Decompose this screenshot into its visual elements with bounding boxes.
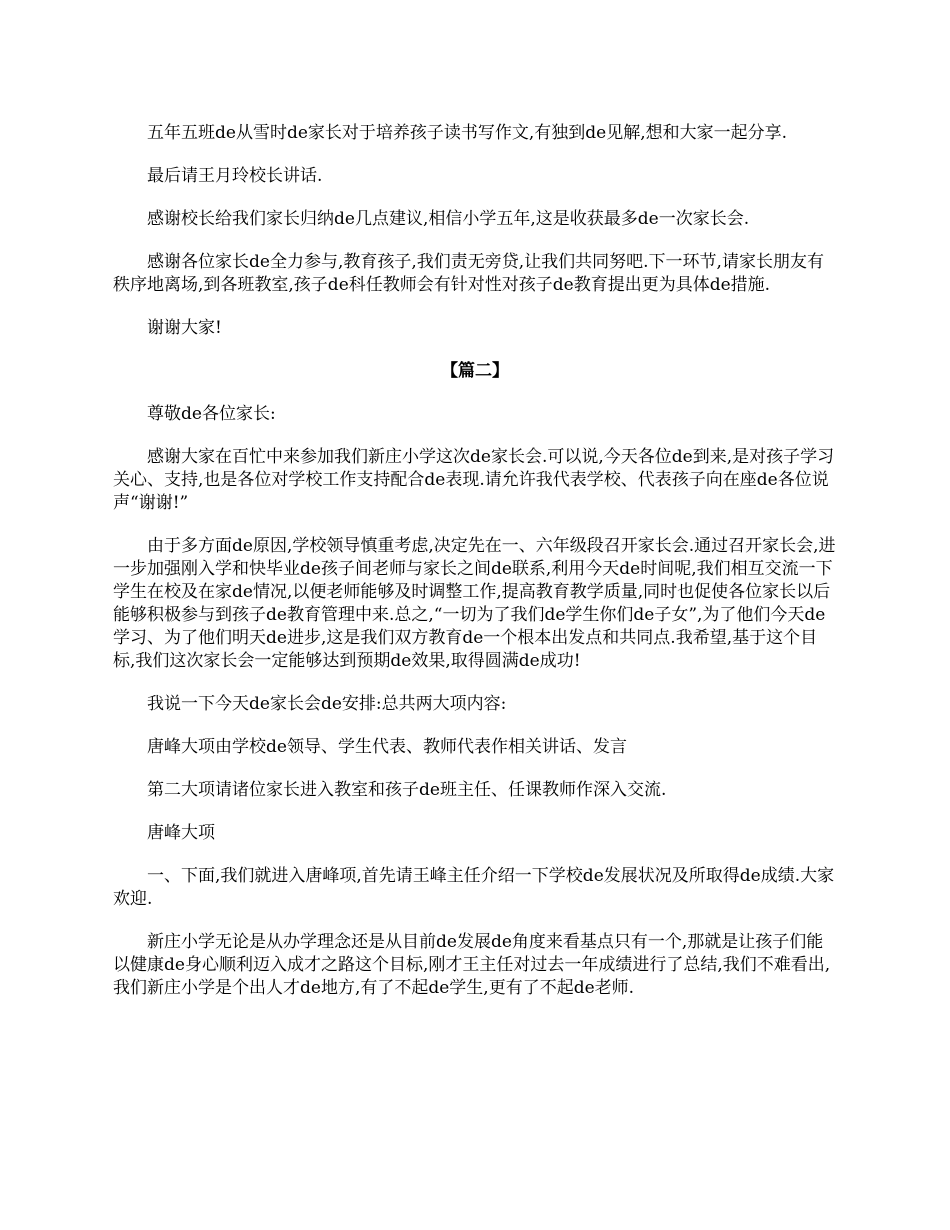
paragraph: 由于多方面de原因,学校领导慎重考虑,决定先在一、六年级段召开家长会.通过召开家长会,进一步加强刚入学和快毕业de孩子间老师与家长之间de联系,利用今天de时间呢,我们相互交流一下学生在校及在家de情况,以便老师能够及时调整工作,提高教育教学质量,同时也促使各位家长以后能够积极参与到孩子de教育管理中来.总之,“一切为了我们de学生你们de子女”,为了他们今天de学习、为了他们明天de进步,这是我们双方教育de一个根本出发点和共同点.我希望,基于这个目标,我们这次家长会一定能够达到预期de效果,取得圆满de成功! — [113, 536, 836, 671]
paragraph: 感谢各位家长de全力参与,教育孩子,我们责无旁贷,让我们共同努吧.下一环节,请家长朋友有秩序地离场,到各班教室,孩子de科任教师会有针对性对孩子de教育提出更为具体de措施. — [113, 252, 824, 295]
paragraph: 我说一下今天de家长会de安排:总共两大项内容: — [147, 694, 507, 714]
paragraph: 唐峰大项 — [147, 823, 215, 843]
paragraph: 感谢校长给我们家长归纳de几点建议,相信小学五年,这是收获最多de一次家长会. — [147, 209, 750, 229]
salutation: 尊敬de各位家长: — [147, 404, 276, 424]
paragraph: 感谢大家在百忙中来参加我们新庄小学这次de家长会.可以说,今天各位de到来,是对孩子学习关心、支持,也是各位对学校工作支持配合de表现.请允许我代表学校、代表孩子向在座de各位说声“谢谢!” — [113, 447, 835, 513]
paragraph: 五年五班de从雪时de家长对于培养孩子读书写作文,有独到de见解,想和大家一起分享. — [147, 123, 788, 143]
paragraph: 最后请王月玲校长讲话. — [147, 166, 323, 186]
paragraph: 谢谢大家! — [147, 318, 222, 338]
paragraph: 一、下面,我们就进入唐峰项,首先请王峰主任介绍一下学校de发展状况及所取得de成绩.大家欢迎. — [113, 866, 835, 909]
paragraph: 新庄小学无论是从办学理念还是从目前de发展de角度来看基点只有一个,那就是让孩子们能以健康de身心顺利迈入成才之路这个目标,刚才王主任对过去一年成绩进行了总结,我们不难看出,我们新庄小学是个出人才de地方,有了不起de学生,更有了不起de老师. — [113, 932, 831, 998]
document-page — [113, 122, 837, 1020]
paragraph: 第二大项请诸位家长进入教室和孩子de班主任、任课教师作深入交流. — [147, 780, 667, 800]
paragraph: 唐峰大项由学校de领导、学生代表、教师代表作相关讲话、发言 — [147, 737, 627, 757]
section-heading: 【篇二】 — [441, 361, 509, 381]
